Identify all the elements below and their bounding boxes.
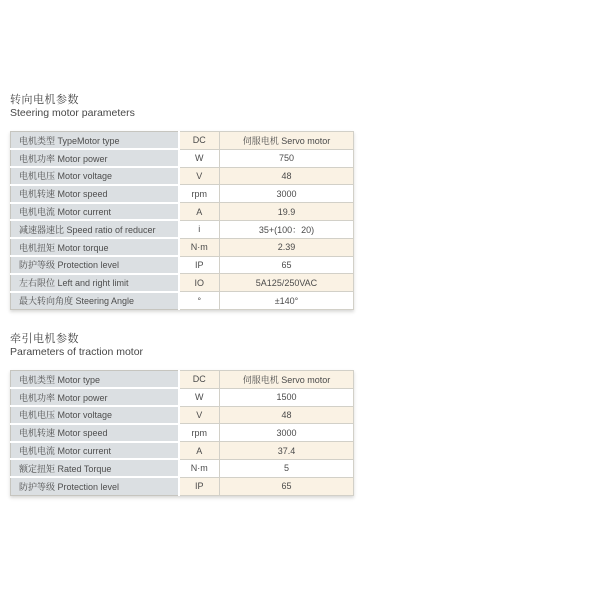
traction-motor-section <box>10 333 354 496</box>
table-row <box>11 424 354 442</box>
table-row <box>11 256 354 274</box>
param-label: 减速器速比 Speed ratio of reducer <box>11 220 179 238</box>
param-value: 750 <box>220 149 354 167</box>
table-row <box>11 220 354 238</box>
param-unit: W <box>179 149 220 167</box>
param-unit: ° <box>179 292 220 310</box>
table-row <box>11 388 354 406</box>
table-row <box>11 238 354 256</box>
param-unit: DC <box>179 132 220 150</box>
table-row <box>11 274 354 292</box>
param-value: 48 <box>220 167 354 185</box>
param-unit: A <box>179 442 220 460</box>
traction-section-title-en: Parameters of traction motor <box>10 346 144 358</box>
param-label: 电机扭矩 Motor torque <box>11 238 179 256</box>
param-value: 19.9 <box>220 203 354 221</box>
param-label: 电机电流 Motor current <box>11 442 179 460</box>
table-row <box>11 442 354 460</box>
table-row <box>11 132 354 150</box>
param-label: 电机类型 Motor type <box>11 371 179 389</box>
steering-motor-table <box>10 131 354 310</box>
param-label: 额定扭矩 Rated Torque <box>11 459 179 477</box>
param-label: 防护等级 Protection level <box>11 256 179 274</box>
param-label: 电机电流 Motor current <box>11 203 179 221</box>
steering-section-title-cn: 转向电机参数 <box>10 94 79 106</box>
param-value: 3000 <box>220 424 354 442</box>
table-row <box>11 203 354 221</box>
param-value: 5 <box>220 459 354 477</box>
table-row <box>11 371 354 389</box>
param-unit: A <box>179 203 220 221</box>
param-value: 35+(100：20) <box>220 220 354 238</box>
param-unit: DC <box>179 371 220 389</box>
param-label: 电机电压 Motor voltage <box>11 406 179 424</box>
param-value: 2.39 <box>220 238 354 256</box>
table-row <box>11 292 354 310</box>
steering-section-title-en: Steering motor parameters <box>10 107 135 119</box>
param-label: 防护等级 Protection level <box>11 477 179 495</box>
table-row <box>11 185 354 203</box>
steering-motor-section <box>10 94 354 310</box>
table-row <box>11 459 354 477</box>
table-row <box>11 406 354 424</box>
param-value: 伺服电机 Servo motor <box>220 371 354 389</box>
param-value: 5A125/250VAC <box>220 274 354 292</box>
table-row <box>11 149 354 167</box>
param-label: 最大转向角度 Steering Angle <box>11 292 179 310</box>
param-label: 电机功率 Motor power <box>11 149 179 167</box>
param-unit: IO <box>179 274 220 292</box>
param-label: 电机电压 Motor voltage <box>11 167 179 185</box>
traction-section-title-cn: 牵引电机参数 <box>10 333 79 345</box>
param-label: 电机类型 TypeMotor type <box>11 132 179 150</box>
param-value: 48 <box>220 406 354 424</box>
param-value: ±140° <box>220 292 354 310</box>
param-unit: IP <box>179 477 220 495</box>
table-row <box>11 167 354 185</box>
param-label: 电机转速 Motor speed <box>11 185 179 203</box>
param-unit: rpm <box>179 185 220 203</box>
param-label: 左右限位 Left and right limit <box>11 274 179 292</box>
param-unit: W <box>179 388 220 406</box>
param-unit: IP <box>179 256 220 274</box>
param-label: 电机功率 Motor power <box>11 388 179 406</box>
param-label: 电机转速 Motor speed <box>11 424 179 442</box>
table-row <box>11 477 354 495</box>
param-value: 1500 <box>220 388 354 406</box>
param-value: 65 <box>220 256 354 274</box>
param-unit: i <box>179 220 220 238</box>
param-value: 伺服电机 Servo motor <box>220 132 354 150</box>
traction-motor-table <box>10 370 354 496</box>
param-unit: V <box>179 406 220 424</box>
param-unit: rpm <box>179 424 220 442</box>
param-unit: N·m <box>179 459 220 477</box>
param-value: 37.4 <box>220 442 354 460</box>
param-unit: V <box>179 167 220 185</box>
param-unit: N·m <box>179 238 220 256</box>
param-value: 65 <box>220 477 354 495</box>
param-value: 3000 <box>220 185 354 203</box>
